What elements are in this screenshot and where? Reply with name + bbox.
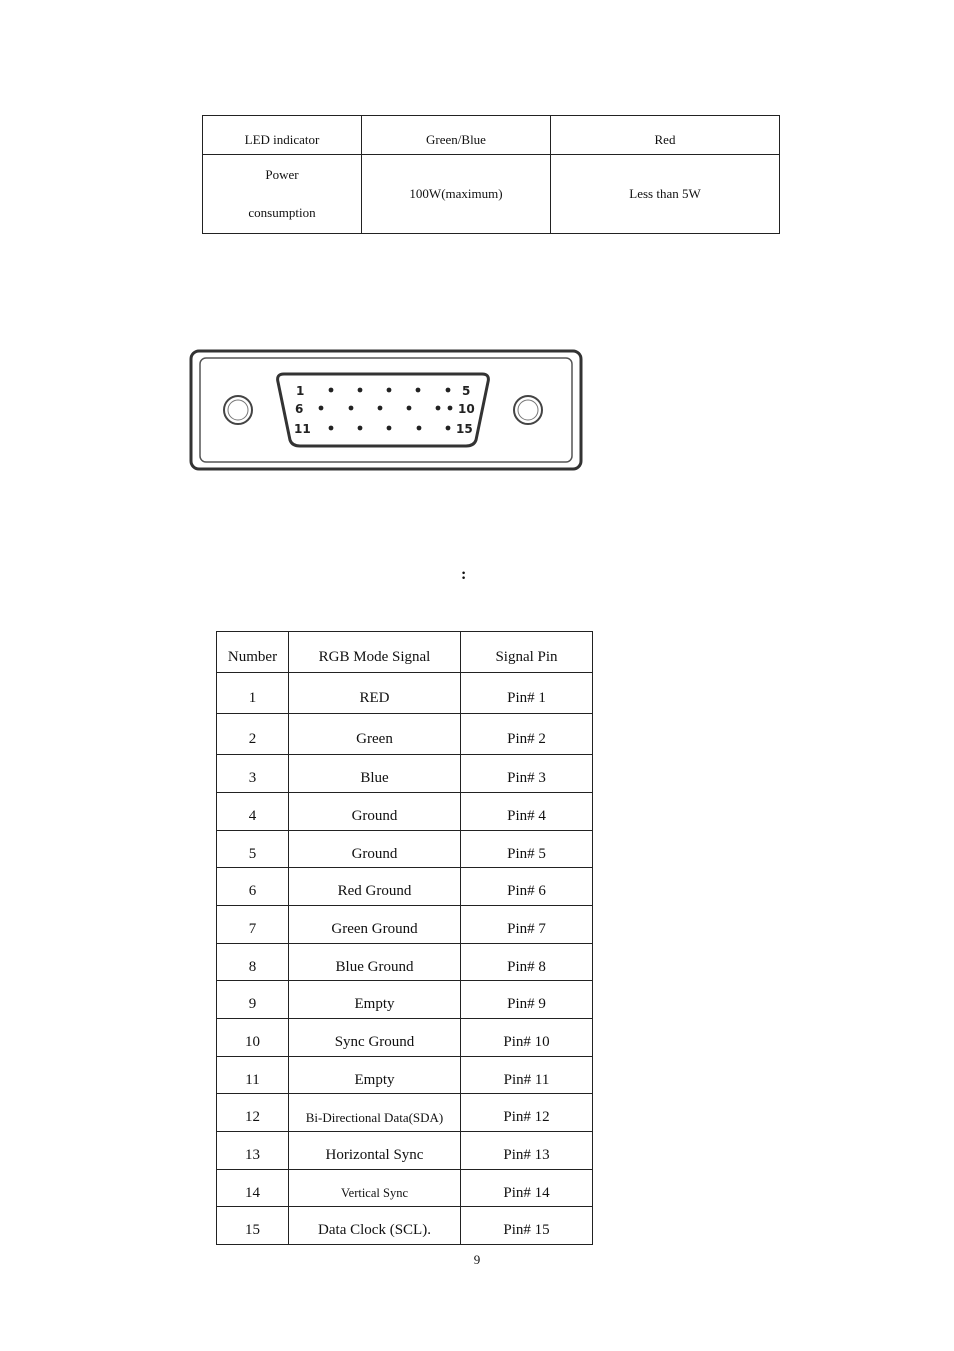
- signal-name: Green: [289, 714, 461, 755]
- pin-number: 5: [217, 831, 289, 868]
- power-label-line1: Power: [265, 167, 299, 182]
- signal-name: Empty: [289, 981, 461, 1019]
- pin-assignment-table: [216, 631, 593, 1245]
- colon-mark: :: [461, 566, 467, 583]
- pin-label-15: 15: [456, 422, 473, 436]
- table-row: [217, 906, 593, 944]
- table-row: [217, 981, 593, 1019]
- pin-number: 13: [217, 1132, 289, 1170]
- signal-name: Red Ground: [289, 868, 461, 906]
- signal-pin: Pin# 15: [461, 1207, 593, 1245]
- signal-pin: Pin# 6: [461, 868, 593, 906]
- table-row: [217, 1207, 593, 1245]
- table-row: [217, 755, 593, 793]
- pin-number: 10: [217, 1019, 289, 1057]
- dsub-15-connector-diagram: [188, 348, 584, 474]
- connector-shell: [191, 351, 581, 469]
- pin-number: 14: [217, 1170, 289, 1207]
- pin-number: 6: [217, 868, 289, 906]
- table-header-row: [217, 632, 593, 673]
- table-row: [217, 1170, 593, 1207]
- pin-label-11: 11: [294, 422, 311, 436]
- power-label-line2: consumption: [248, 205, 316, 220]
- table-row: [217, 831, 593, 868]
- led-indicator-header: LED indicator: [203, 116, 362, 155]
- signal-name: Green Ground: [289, 906, 461, 944]
- signal-pin: Pin# 5: [461, 831, 593, 868]
- table-row: [217, 1094, 593, 1132]
- pin-number: 8: [217, 944, 289, 981]
- signal-pin: Pin# 3: [461, 755, 593, 793]
- pin-number: 9: [217, 981, 289, 1019]
- signal-pin: Pin# 7: [461, 906, 593, 944]
- signal-name: Blue: [289, 755, 461, 793]
- pin-number: 3: [217, 755, 289, 793]
- signal-name: RED: [289, 673, 461, 714]
- signal-pin: Pin# 4: [461, 793, 593, 831]
- signal-pin: Pin# 2: [461, 714, 593, 755]
- pin-label-1: 1: [296, 384, 305, 398]
- table-row: [217, 673, 593, 714]
- signal-pin: Pin# 10: [461, 1019, 593, 1057]
- signal-pin: Pin# 14: [461, 1170, 593, 1207]
- signal-name: Horizontal Sync: [289, 1132, 461, 1170]
- signal-name: Ground: [289, 793, 461, 831]
- signal-pin: Pin# 12: [461, 1094, 593, 1132]
- power-spec-table: [202, 115, 780, 234]
- signal-pin: Pin# 8: [461, 944, 593, 981]
- table-header-row: [203, 116, 780, 155]
- signal-name: Data Clock (SCL).: [289, 1207, 461, 1245]
- pin-label-10: 10: [458, 402, 475, 416]
- pin-number: 15: [217, 1207, 289, 1245]
- pin-number: 12: [217, 1094, 289, 1132]
- signal-pin: Pin# 1: [461, 673, 593, 714]
- signal-name: Bi-Directional Data(SDA): [289, 1094, 461, 1132]
- pin-number: 1: [217, 673, 289, 714]
- power-on-value: 100W(maximum): [362, 155, 551, 234]
- signal-header: RGB Mode Signal: [289, 632, 461, 673]
- number-header: Number: [217, 632, 289, 673]
- power-off-value: Less than 5W: [551, 155, 780, 234]
- pin-number: 4: [217, 793, 289, 831]
- red-header: Red: [551, 116, 780, 155]
- table-row: [217, 714, 593, 755]
- page-number: 9: [473, 1252, 481, 1267]
- pin-number: 2: [217, 714, 289, 755]
- pin-number: 7: [217, 906, 289, 944]
- signal-pin: Pin# 13: [461, 1132, 593, 1170]
- pin-number: 11: [217, 1057, 289, 1094]
- table-row: [217, 1132, 593, 1170]
- pin-label-5: 5: [462, 384, 471, 398]
- signal-name: Sync Ground: [289, 1019, 461, 1057]
- power-consumption-row: [203, 155, 780, 234]
- signal-pin: Pin# 9: [461, 981, 593, 1019]
- power-consumption-label: [203, 155, 362, 234]
- table-row: [217, 944, 593, 981]
- table-row: [217, 868, 593, 906]
- pin-label-6: 6: [295, 402, 304, 416]
- table-row: [217, 1057, 593, 1094]
- green-blue-header: Green/Blue: [362, 116, 551, 155]
- signal-name: Blue Ground: [289, 944, 461, 981]
- signal-name: Ground: [289, 831, 461, 868]
- signal-pin: Pin# 11: [461, 1057, 593, 1094]
- table-row: [217, 1019, 593, 1057]
- table-row: [217, 793, 593, 831]
- signal-name: Vertical Sync: [289, 1170, 461, 1207]
- signal-name: Empty: [289, 1057, 461, 1094]
- pin-header: Signal Pin: [461, 632, 593, 673]
